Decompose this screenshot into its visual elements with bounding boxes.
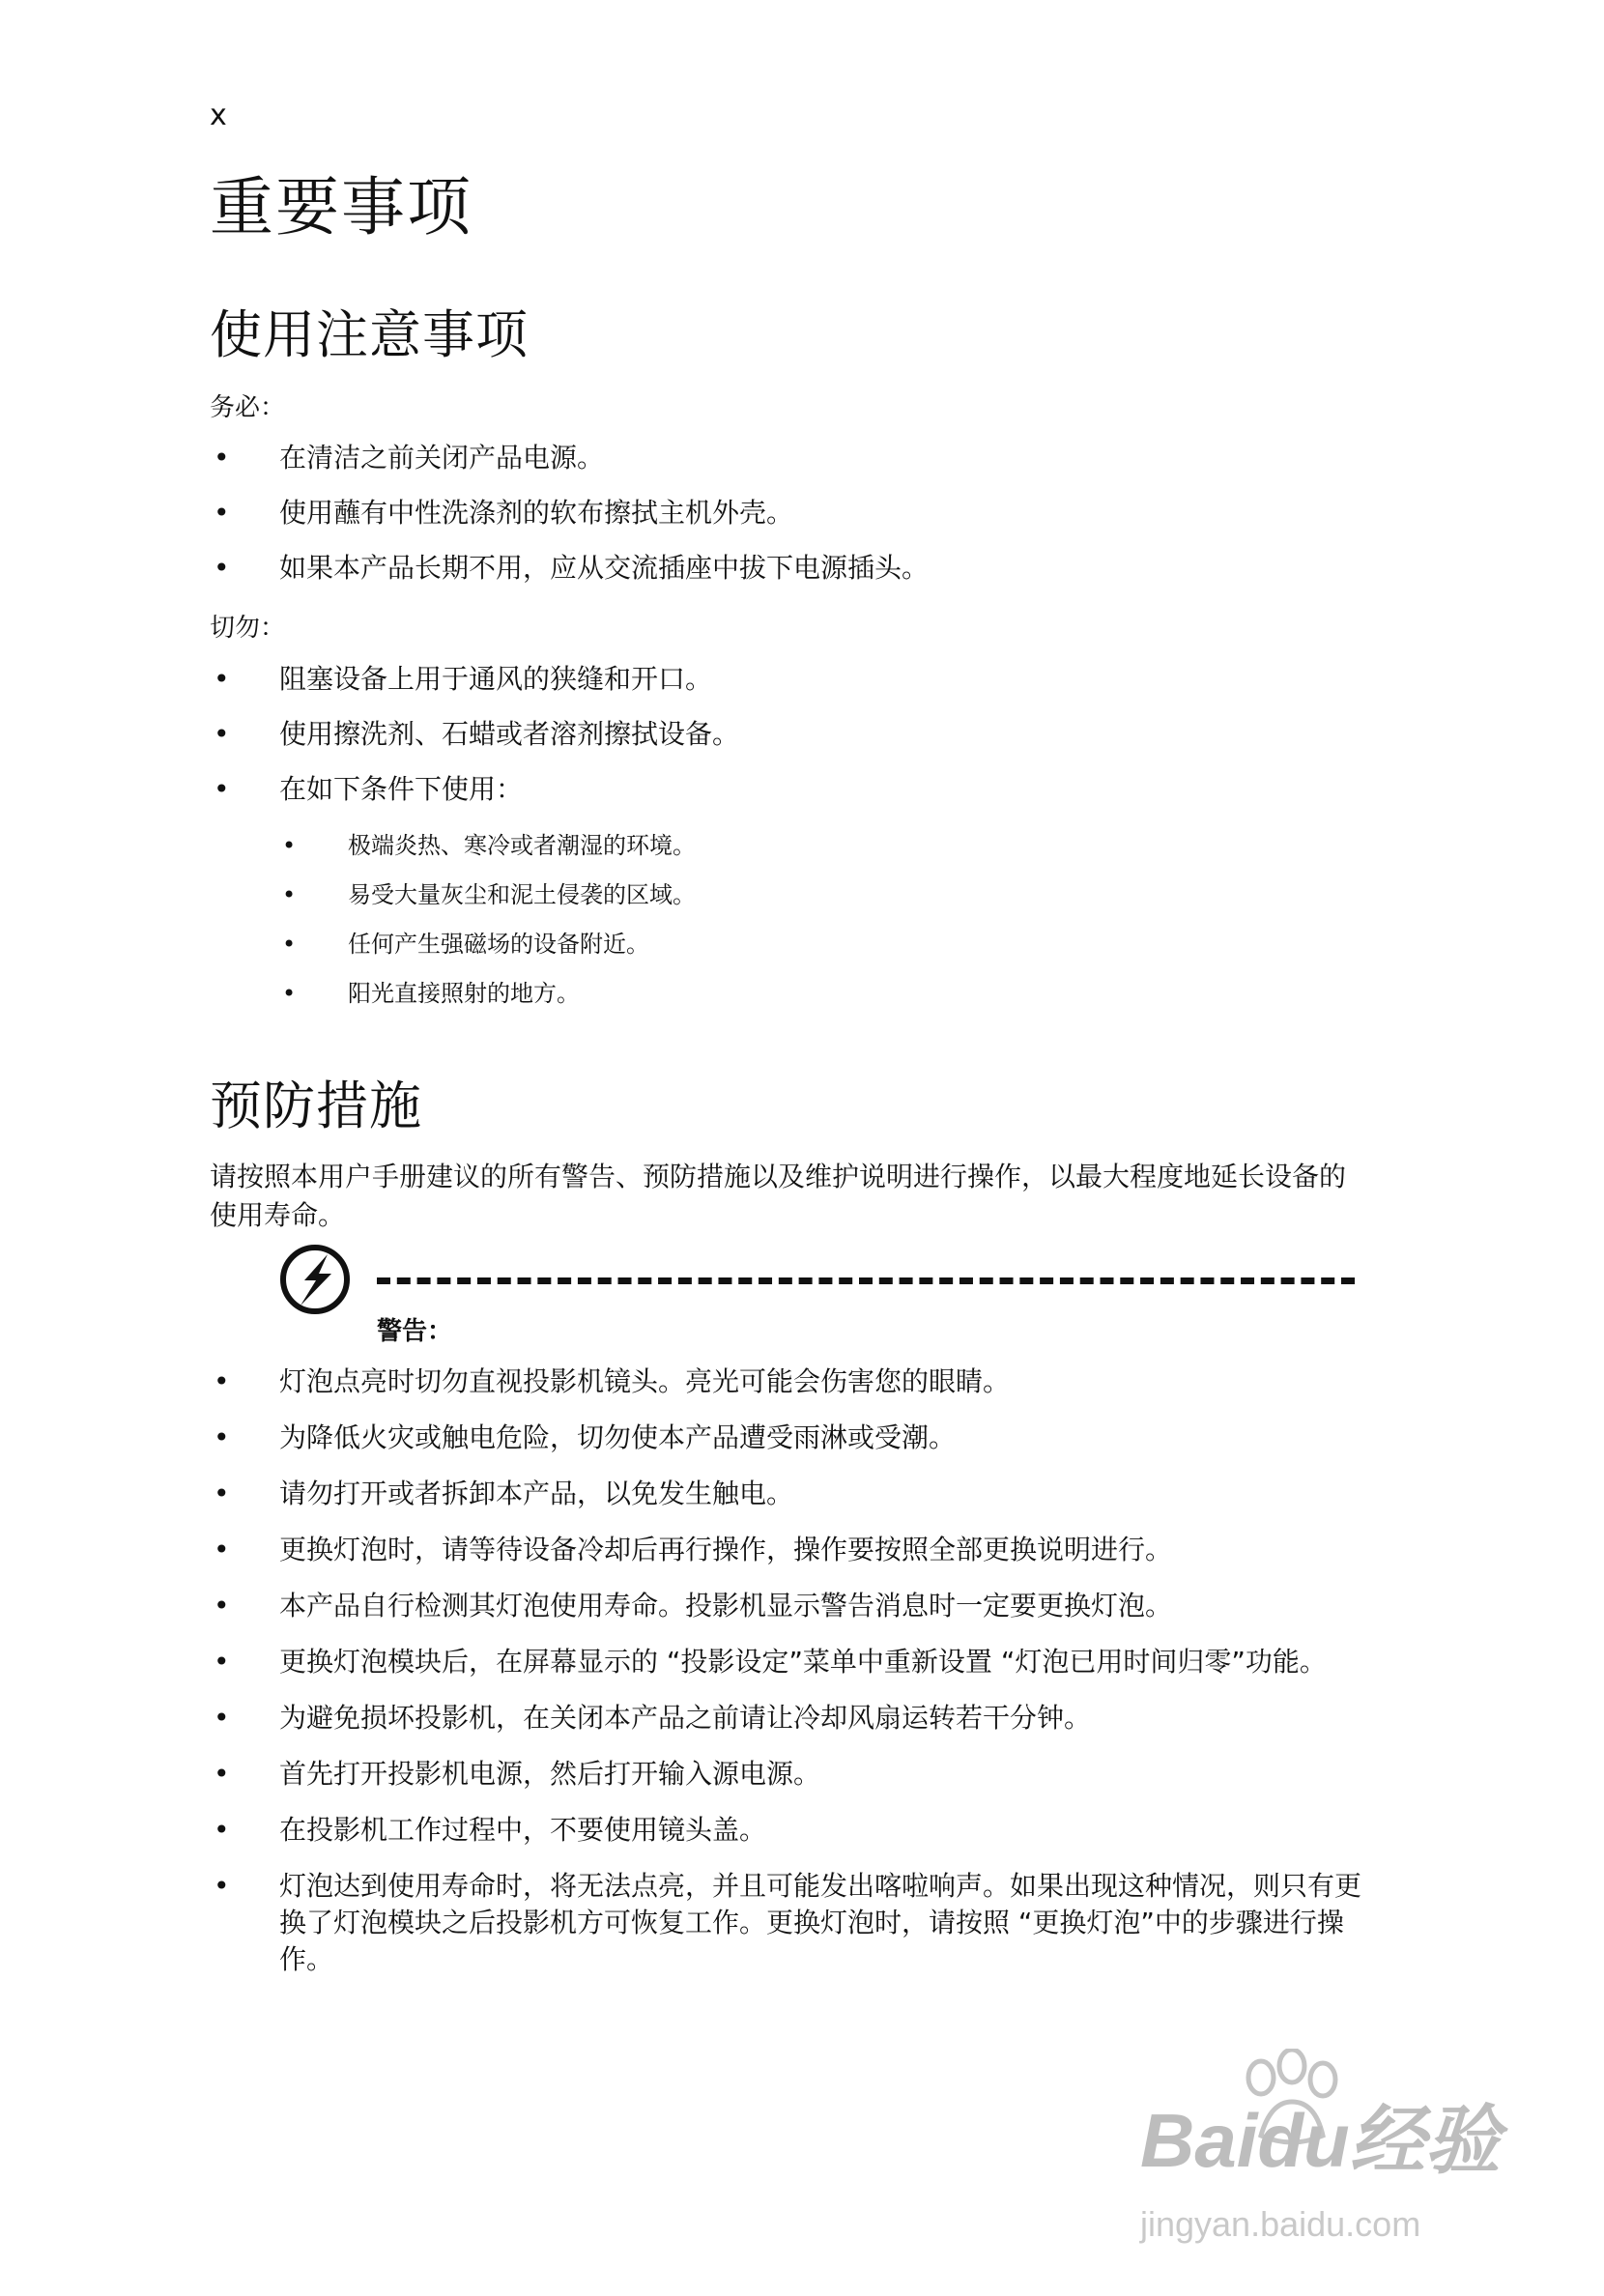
precautions-intro: 请按照本用户手册建议的所有警告、预防措施以及维护说明进行操作，以最大程度地延长设备的使用寿命。	[210, 1161, 1347, 1231]
bullet-icon: •	[214, 1478, 230, 1509]
bullet-icon: •	[214, 1870, 230, 1902]
bullet-icon: •	[214, 718, 230, 750]
list-item: • 在投影机工作过程中，不要使用镜头盖。	[210, 1812, 1369, 1849]
list-item: • 首先打开投影机电源，然后打开输入源电源。	[210, 1756, 1369, 1793]
bullet-icon: •	[214, 442, 230, 474]
bullet-icon: •	[282, 980, 297, 1007]
list-item: • 灯泡点亮时切勿直视投影机镜头。亮光可能会伤害您的眼睛。	[210, 1363, 1369, 1400]
list-item: • 使用蘸有中性洗涤剂的软布擦拭主机外壳。	[210, 495, 1369, 531]
bullet-icon: •	[214, 1758, 230, 1790]
list-item: • 极端炎热、寒冷或者潮湿的环境。	[278, 829, 1341, 862]
condition-list	[278, 829, 1341, 1026]
list-item: • 更换灯泡模块后，在屏幕显示的 “投影设定”菜单中重新设置 “灯泡已用时间归零”功能。	[210, 1644, 1369, 1680]
list-item: • 使用擦洗剂、石蜡或者溶剂擦拭设备。	[210, 716, 1369, 753]
warning-list	[210, 1363, 1369, 1997]
bullet-icon: •	[214, 497, 230, 529]
bullet-icon: •	[282, 931, 297, 958]
list-item: • 阳光直接照射的地方。	[278, 977, 1341, 1010]
bullet-icon: •	[282, 881, 297, 908]
warning-divider	[377, 1277, 1355, 1284]
watermark-logo: Baidu经验	[1140, 2098, 1501, 2183]
bullet-icon: •	[214, 1702, 230, 1734]
bullet-icon: •	[214, 1646, 230, 1678]
list-item: • 更换灯泡时，请等待设备冷却后再行操作，操作要按照全部更换说明进行。	[210, 1532, 1369, 1568]
bullet-icon: •	[214, 1590, 230, 1622]
list-item: • 在清洁之前关闭产品电源。	[210, 440, 1369, 476]
list-item: • 本产品自行检测其灯泡使用寿命。投影机显示警告消息时一定要更换灯泡。	[210, 1588, 1369, 1624]
bullet-icon: •	[214, 1421, 230, 1453]
list-item: • 请勿打开或者拆卸本产品，以免发生触电。	[210, 1476, 1369, 1512]
dont-list	[210, 661, 1369, 808]
do-list	[210, 440, 1369, 587]
chapter-title: 重要事项	[210, 170, 473, 244]
list-item: • 任何产生强磁场的设备附近。	[278, 928, 1341, 961]
list-item: • 灯泡达到使用寿命时，将无法点亮，并且可能发出喀啦响声。如果出现这种情况，则只有更换了灯泡模块之后投影机方可恢复工作。更换灯泡时，请按照 “更换灯泡”中的步骤进行操作。	[214, 1870, 1362, 1975]
list-item: • 阻塞设备上用于通风的狭缝和开口。	[210, 661, 1369, 698]
bullet-icon: •	[282, 832, 297, 859]
do-label: 务必：	[210, 393, 286, 422]
bullet-icon: •	[214, 663, 230, 695]
bullet-icon: •	[214, 773, 230, 805]
baidu-watermark	[1131, 2049, 1517, 2271]
bullet-icon: •	[214, 1365, 230, 1397]
page-number: x	[210, 99, 227, 132]
list-item: • 为降低火灾或触电危险，切勿使本产品遭受雨淋或受潮。	[210, 1420, 1369, 1456]
section-title-precautions: 预防措施	[210, 1076, 422, 1136]
section-title-usage: 使用注意事项	[210, 304, 529, 365]
bullet-icon: •	[214, 1814, 230, 1846]
bullet-icon: •	[214, 552, 230, 584]
bullet-icon: •	[214, 1534, 230, 1565]
watermark-url: jingyan.baidu.com	[1140, 2204, 1421, 2244]
lightning-warning-icon	[277, 1242, 353, 1317]
dont-label: 切勿：	[210, 614, 286, 643]
warning-label: 警告：	[377, 1317, 453, 1346]
list-item: • 在如下条件下使用：	[210, 771, 1369, 808]
list-item: • 易受大量灰尘和泥土侵袭的区域。	[278, 878, 1341, 911]
list-item: • 为避免损坏投影机，在关闭本产品之前请让冷却风扇运转若干分钟。	[210, 1700, 1369, 1736]
list-item: • 如果本产品长期不用，应从交流插座中拔下电源插头。	[210, 550, 1369, 587]
